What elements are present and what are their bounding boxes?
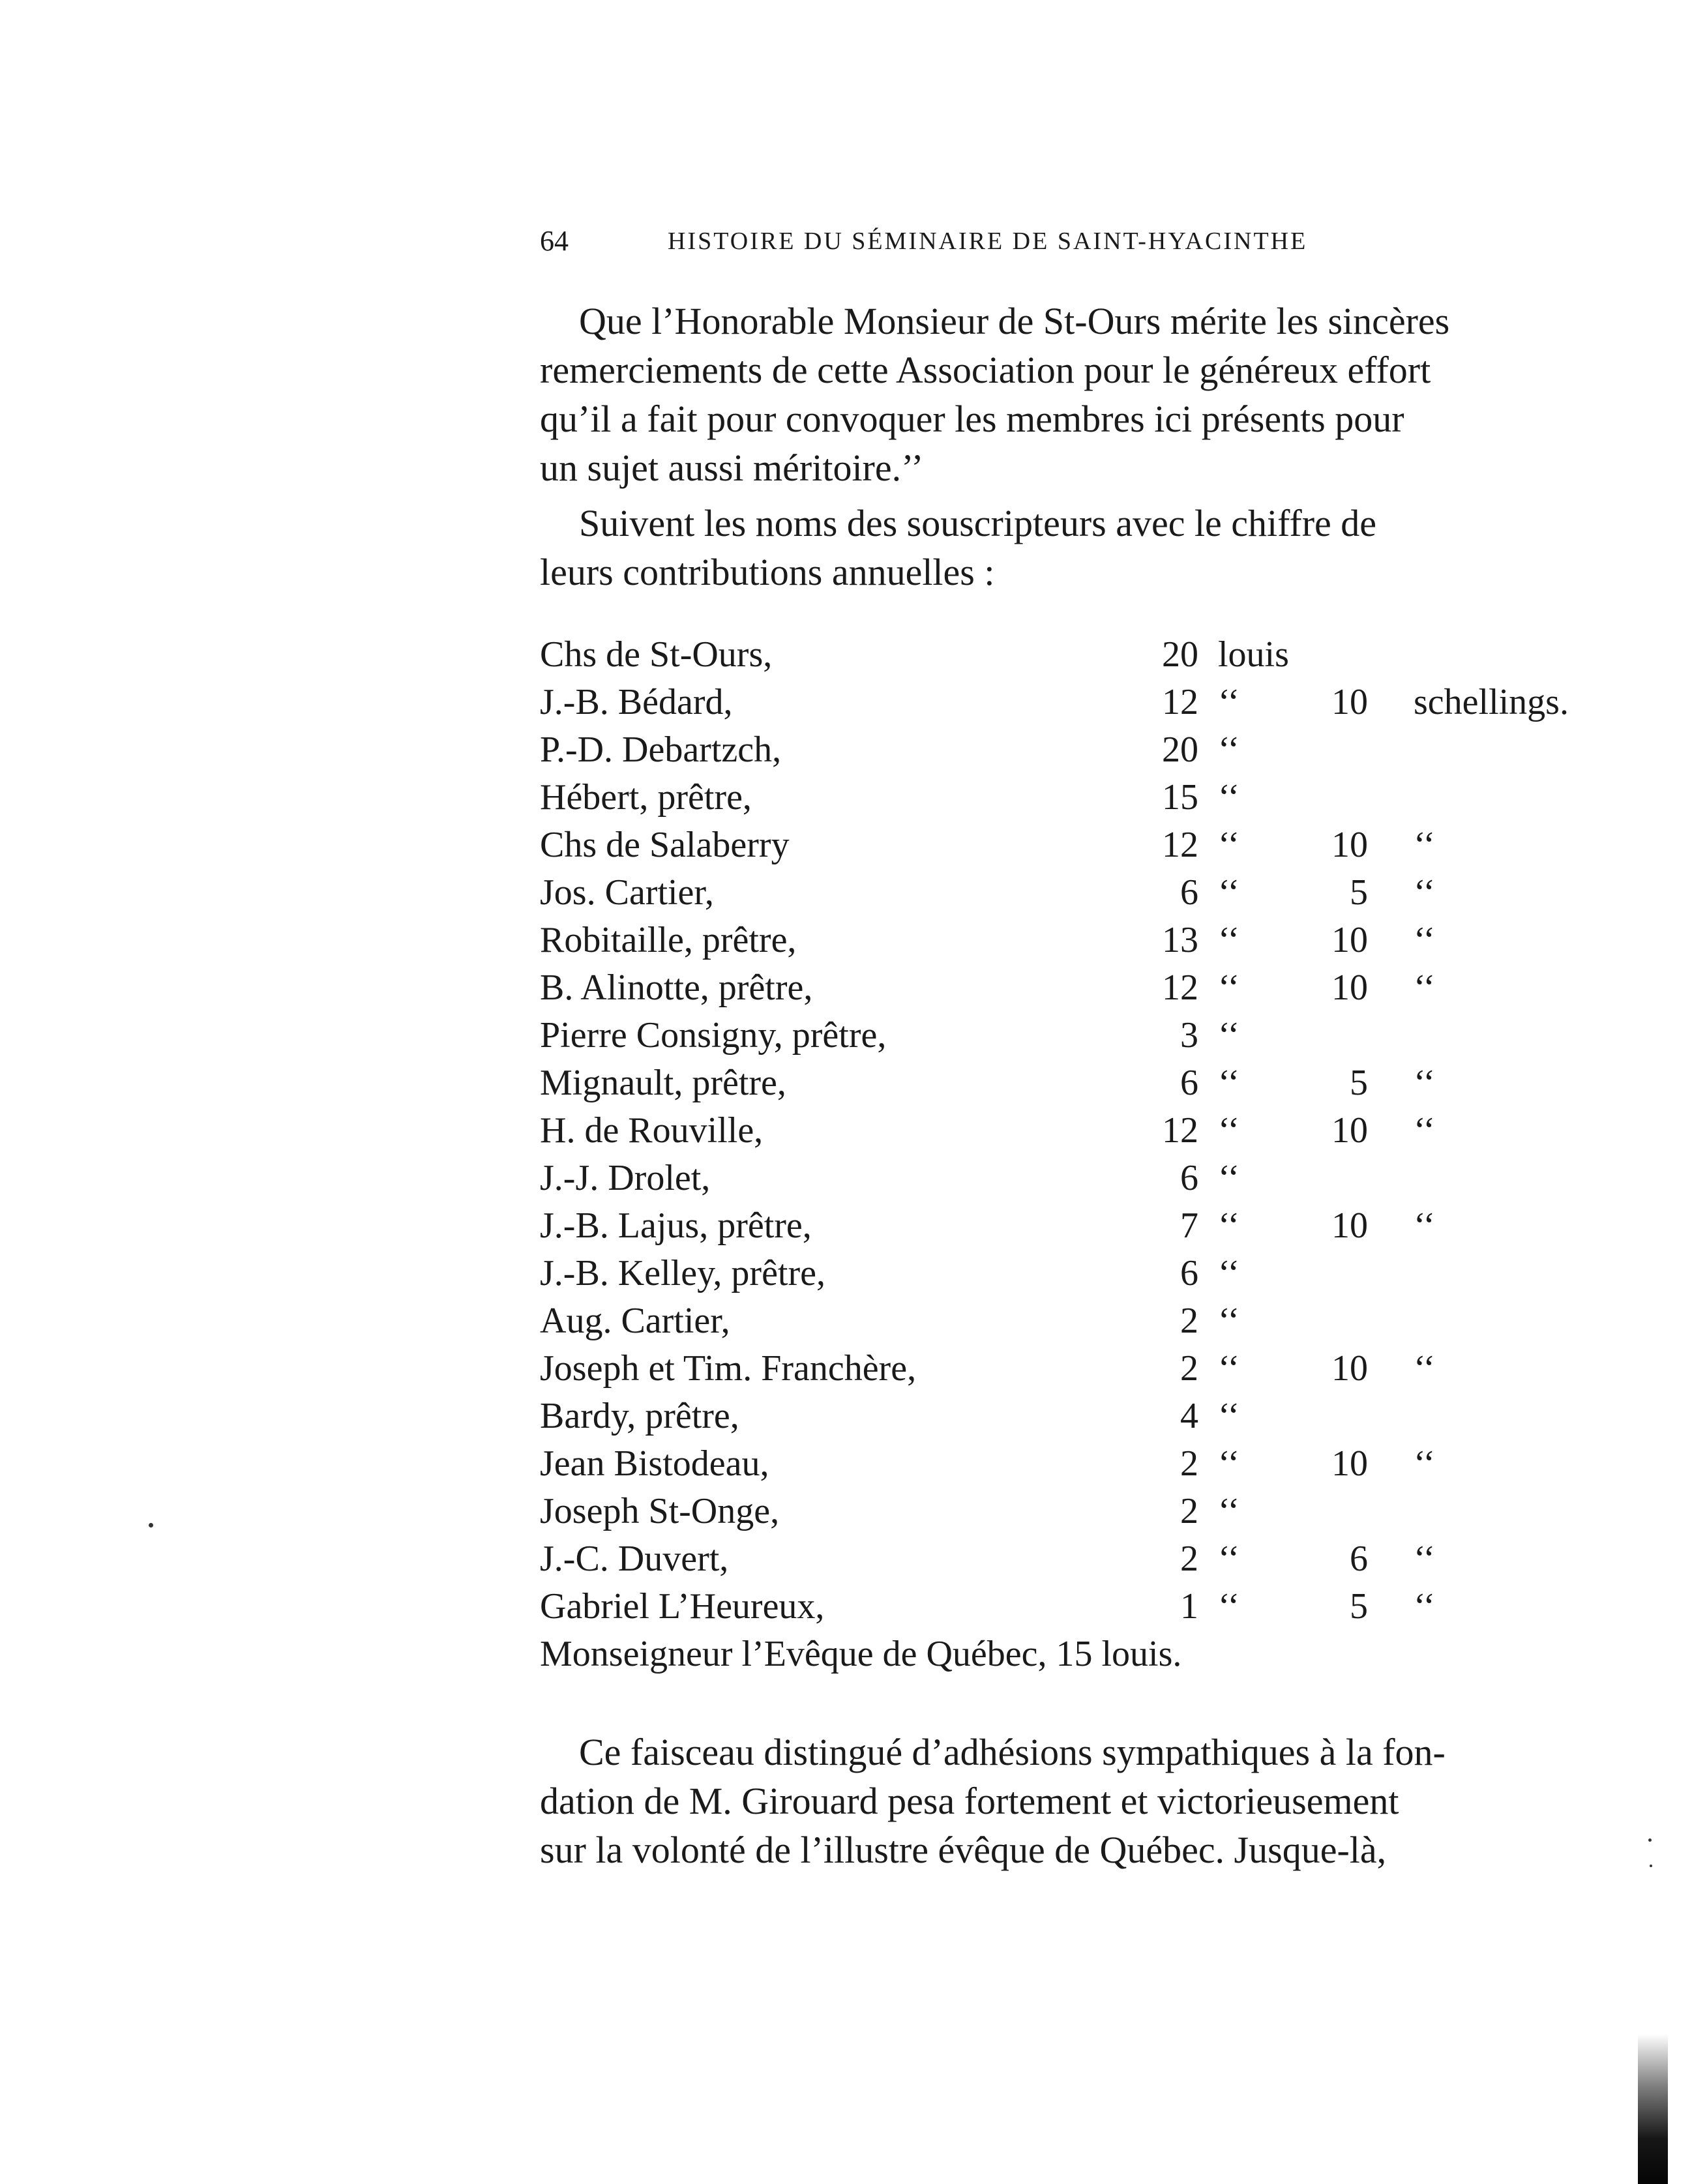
subscriber-row [540,917,1544,964]
louis-amount: 2 [1180,1301,1198,1341]
louis-unit: ‘‘ [1218,967,1240,1008]
subscriber-name: Chs de Salaberry [540,825,790,865]
subscriber-name: Gabriel L’Heureux, [540,1586,825,1627]
subscriber-name: Chs de St-Ours, [540,634,773,675]
louis-amount: 12 [1162,682,1198,722]
shillings-unit: ‘‘ [1414,872,1436,913]
louis-unit: ‘‘ [1218,920,1240,960]
running-head [540,222,1401,261]
shillings-unit: ‘‘ [1414,1443,1436,1484]
subscriber-row [540,1202,1544,1250]
shillings-amount: 10 [1331,1110,1368,1151]
text-line: sur la volonté de l’illustre évêque de Québec. Jusque-là, [540,1829,1387,1871]
text-line: leurs contributions annuelles : [540,551,995,593]
subscriber-name: J.-J. Drolet, [540,1158,711,1198]
subscriber-name: Bardy, prêtre, [540,1396,739,1436]
paragraph-intro-list [540,499,1531,597]
louis-amount: 12 [1162,825,1198,865]
louis-amount: 20 [1162,730,1198,770]
louis-amount: 2 [1180,1348,1198,1389]
subscriber-name: Pierre Consigny, prêtre, [540,1015,887,1055]
subscriber-row [540,726,1544,774]
louis-unit: louis [1218,634,1289,675]
text-line: Ce faisceau distingué d’adhésions sympathiques à la fon- [579,1731,1446,1773]
text-line: qu’il a fait pour convoquer les membres ici présents pour [540,398,1404,440]
subscriber-bishop-line: Monseigneur l’Evêque de Québec, 15 louis. [540,1634,1182,1674]
shillings-unit: ‘‘ [1414,825,1436,865]
louis-amount: 2 [1180,1539,1198,1579]
shillings-amount: 10 [1331,1205,1368,1246]
subscriber-name: Mignault, prêtre, [540,1063,786,1103]
shillings-amount: 10 [1331,967,1368,1008]
subscriber-name: Joseph St-Onge, [540,1491,780,1531]
subscriber-row [540,1155,1544,1202]
subscriber-row [540,1440,1544,1488]
shillings-amount: 10 [1331,1348,1368,1389]
text-line: dation de M. Girouard pesa fortement et victorieusement [540,1780,1399,1822]
louis-amount: 6 [1180,1253,1198,1293]
text-line: un sujet aussi méritoire.’’ [540,447,924,489]
subscriber-row [540,1012,1544,1059]
louis-amount: 1 [1180,1586,1198,1627]
louis-unit: ‘‘ [1218,1539,1240,1579]
louis-unit: ‘‘ [1218,1491,1240,1531]
louis-unit: ‘‘ [1218,777,1240,818]
page-number: 64 [540,225,569,257]
subscriber-name: Jean Bistodeau, [540,1443,769,1484]
subscriber-row [540,821,1544,869]
louis-unit: ‘‘ [1218,1015,1240,1055]
louis-amount: 6 [1180,872,1198,913]
subscriber-row [540,1107,1544,1155]
louis-amount: 2 [1180,1491,1198,1531]
louis-amount: 7 [1180,1205,1198,1246]
shillings-amount: 10 [1331,825,1368,865]
subscriber-row [540,679,1569,726]
shillings-unit: ‘‘ [1414,967,1436,1008]
scan-speck [149,1523,153,1527]
shillings-unit: ‘‘ [1414,1063,1436,1103]
subscriber-name: H. de Rouville, [540,1110,764,1151]
shillings-unit: ‘‘ [1414,1348,1436,1389]
subscriber-name: J.-C. Duvert, [540,1539,729,1579]
louis-unit: ‘‘ [1218,825,1240,865]
louis-unit: ‘‘ [1218,872,1240,913]
subscriber-name: J.-B. Kelley, prêtre, [540,1253,825,1293]
text-line: Que l’Honorable Monsieur de St-Ours mérite les sincères [579,300,1450,342]
shillings-amount: 10 [1331,920,1368,960]
shillings-unit: ‘‘ [1414,1110,1436,1151]
louis-amount: 4 [1180,1396,1198,1436]
louis-unit: ‘‘ [1218,1110,1240,1151]
subscriber-row [540,1488,1544,1535]
subscriber-name: J.-B. Bédard, [540,682,733,722]
paragraph-conclusion [540,1728,1531,1874]
louis-unit: ‘‘ [1218,730,1240,770]
subscriber-row [540,631,1544,679]
subscriber-row [540,1250,1544,1297]
louis-amount: 6 [1180,1158,1198,1198]
shillings-unit: ‘‘ [1414,1586,1436,1627]
shillings-amount: 5 [1350,872,1368,913]
louis-unit: ‘‘ [1218,1158,1240,1198]
scan-speck [1650,1865,1652,1867]
louis-unit: ‘‘ [1218,1443,1240,1484]
subscriber-row [540,774,1544,821]
paragraph-resolution [540,297,1531,492]
subscriber-name: Aug. Cartier, [540,1301,730,1341]
louis-amount: 15 [1162,777,1198,818]
louis-unit: ‘‘ [1218,1253,1240,1293]
subscriber-name: Robitaille, prêtre, [540,920,797,960]
louis-unit: ‘‘ [1218,1586,1240,1627]
shillings-amount: 10 [1331,682,1368,722]
louis-unit: ‘‘ [1218,682,1240,722]
shillings-amount: 5 [1350,1063,1368,1103]
louis-amount: 3 [1180,1015,1198,1055]
shillings-amount: 5 [1350,1586,1368,1627]
subscriber-name: J.-B. Lajus, prêtre, [540,1205,812,1246]
subscriber-row [540,1583,1544,1631]
text-line: Suivent les noms des souscripteurs avec le chiffre de [579,502,1377,544]
louis-amount: 2 [1180,1443,1198,1484]
subscriber-row [540,1535,1544,1583]
shillings-unit: ‘‘ [1414,1205,1436,1246]
subscriber-name: B. Alinotte, prêtre, [540,967,813,1008]
shillings-unit: ‘‘ [1414,1539,1436,1579]
subscriber-name: Jos. Cartier, [540,872,714,913]
subscriber-row [540,1345,1544,1393]
running-title: HISTOIRE DU SÉMINAIRE DE SAINT-HYACINTHE [668,228,1308,255]
subscriber-name: Joseph et Tim. Franchère, [540,1348,917,1389]
subscriber-list [540,631,1569,1678]
louis-amount: 12 [1162,967,1198,1008]
subscriber-row [540,1297,1544,1345]
shillings-unit: ‘‘ [1414,920,1436,960]
text-line: remerciements de cette Association pour le généreux effort [540,349,1431,391]
shillings-amount: 10 [1331,1443,1368,1484]
subscriber-row [540,869,1544,917]
subscriber-row [540,964,1544,1012]
shillings-unit: schellings. [1414,682,1569,722]
louis-unit: ‘‘ [1218,1396,1240,1436]
louis-amount: 6 [1180,1063,1198,1103]
subscriber-row-bishop [540,1631,1544,1678]
louis-amount: 12 [1162,1110,1198,1151]
scan-speck [1648,1838,1652,1842]
subscriber-name: P.-D. Debartzch, [540,730,782,770]
louis-amount: 13 [1162,920,1198,960]
louis-unit: ‘‘ [1218,1063,1240,1103]
shillings-amount: 6 [1350,1539,1368,1579]
louis-unit: ‘‘ [1218,1205,1240,1246]
subscriber-name: Hébert, prêtre, [540,777,752,818]
louis-unit: ‘‘ [1218,1348,1240,1389]
subscriber-row [540,1059,1544,1107]
louis-amount: 20 [1162,634,1198,675]
scan-edge-mark [1638,2034,1668,2184]
louis-unit: ‘‘ [1218,1301,1240,1341]
subscriber-row [540,1393,1544,1440]
